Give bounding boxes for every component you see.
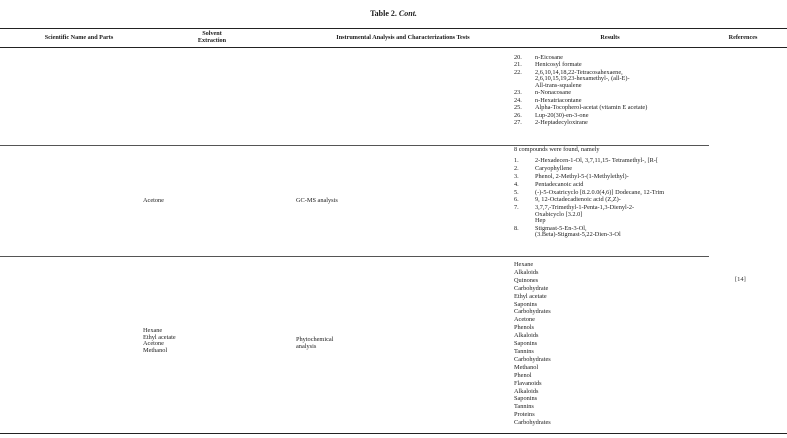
- phytochemical-results: [514, 261, 551, 427]
- solvent-list: [143, 328, 176, 354]
- list-item: [514, 174, 664, 180]
- phytochemical-item: Carbohydrate: [514, 284, 549, 292]
- item-text: [535, 113, 589, 119]
- item-text: [535, 98, 582, 104]
- item-number: 5.: [514, 188, 519, 196]
- row-divider-2: [0, 256, 709, 257]
- header-scientific-name: Scientific Name and Parts: [44, 34, 114, 41]
- item-text-line: Phenol, 2-Methyl-5-(1-Methylethyl)-: [535, 172, 629, 180]
- reference-citation[interactable]: [14]: [735, 276, 746, 283]
- list-item: [514, 182, 664, 188]
- item-text: [535, 158, 658, 164]
- item-text-line: 2-Hexadecen-1-Ol, 3,7,11,15- Tetramethyl-, [R-[: [535, 157, 659, 164]
- item-number: 21.: [514, 61, 522, 69]
- item-number: 26.: [514, 111, 522, 119]
- list-item: [514, 197, 664, 203]
- top-rule: [0, 28, 787, 29]
- list-item: [514, 62, 647, 68]
- item-text: [535, 105, 647, 111]
- item-number: 2.: [514, 164, 519, 172]
- item-text: [535, 55, 563, 61]
- phytochemical-item: Quinones: [514, 276, 539, 284]
- results-list-continued: [514, 55, 647, 127]
- item-number: 24.: [514, 96, 522, 104]
- item-text: [535, 90, 571, 96]
- phytochemical-item: Saponins: [514, 300, 538, 308]
- item-text-line: Oxabicyclo [3.2.0]: [535, 210, 583, 218]
- gcms-compound-list: [514, 158, 664, 240]
- item-text: [535, 182, 583, 188]
- list-item: [514, 226, 664, 239]
- phytochemical-item: Hexane: [514, 261, 534, 268]
- list-item: [514, 113, 647, 119]
- analysis-gcms: GC-MS analysis: [296, 197, 338, 204]
- phytochemical-item: Carbohydrates: [514, 355, 551, 363]
- phytochemical-item: Phenol: [514, 371, 532, 379]
- item-number: 4.: [514, 180, 519, 188]
- item-text-line: 2,6,10,15,19,23-hexamethyl-, (all-E)-: [535, 75, 630, 83]
- item-number: 27.: [514, 118, 522, 126]
- bottom-rule: [0, 433, 787, 434]
- item-text-line: Pentadecanoic acid: [535, 180, 584, 188]
- list-item: [514, 190, 664, 196]
- table-title-suffix: Cont.: [398, 9, 417, 18]
- item-number: 23.: [514, 89, 522, 97]
- list-item: [514, 166, 664, 172]
- list-item: [514, 158, 664, 164]
- list-item: [514, 70, 647, 89]
- item-text-line: Stigmast-5-En-3-Ol,: [535, 224, 587, 232]
- solvent-name: Methanol: [143, 346, 168, 354]
- item-text: [535, 120, 588, 126]
- phytochemical-item: Acetone: [514, 316, 535, 324]
- item-text: [535, 166, 572, 172]
- item-text-line: All-trans-squalene: [535, 81, 582, 89]
- item-text-line: n-Hexatriacontane: [535, 96, 582, 104]
- item-text-line: Alpha-Tocopherol-acetat (vitamin E acetate): [535, 104, 648, 112]
- solvent-name: Acetone: [143, 340, 164, 347]
- item-text: [535, 70, 630, 89]
- phytochemical-item: Phenols: [514, 324, 534, 332]
- item-number: 7.: [514, 204, 519, 212]
- phytochemical-item: Ethyl acetate: [514, 292, 547, 300]
- phytochemical-item: Alkaloids: [514, 387, 539, 395]
- phytochemical-item: Tannins: [514, 347, 534, 355]
- table-title-prefix: Table 2.: [370, 9, 397, 18]
- item-text-line: n-Nonacosane: [535, 89, 572, 97]
- item-text: [535, 62, 582, 68]
- item-number: 22.: [514, 68, 522, 76]
- item-text: [535, 190, 664, 196]
- item-number: 20.: [514, 54, 522, 61]
- phytochemical-item: Alkaloids: [514, 332, 539, 340]
- item-text-line: (3.Beta)-Stigmast-5,22-Dien-3-Ol: [535, 231, 621, 239]
- list-item: [514, 55, 647, 61]
- phytochemical-item: Saponins: [514, 340, 538, 348]
- analysis-phytochemical-line2: analysis: [296, 342, 317, 350]
- compounds-intro: 8 compounds were found, namely: [514, 146, 600, 153]
- header-solvent-line1: Solvent: [202, 30, 222, 37]
- header-solvent: [177, 30, 247, 44]
- item-number: 3.: [514, 172, 519, 180]
- item-text-line: Caryophyllene: [535, 164, 573, 172]
- item-text: [535, 226, 621, 239]
- table-title: [0, 9, 787, 18]
- solvent-acetone: Acetone: [143, 197, 164, 204]
- item-number: 6.: [514, 196, 519, 204]
- header-references: References: [728, 34, 758, 41]
- item-text: [535, 174, 629, 180]
- analysis-phytochemical: [296, 337, 333, 350]
- list-item: [514, 205, 664, 224]
- list-item: [514, 120, 647, 126]
- phytochemical-item: Flavanoids: [514, 379, 542, 387]
- item-text-line: Hep: [535, 216, 546, 224]
- row-divider-1: [0, 145, 709, 146]
- item-text-line: n-Eicosane: [535, 54, 563, 61]
- phytochemical-item: Methanol: [514, 363, 539, 371]
- item-text-line: Lup-20(30)-en-3-one: [535, 111, 589, 119]
- list-item: [514, 90, 647, 96]
- header-rule: [0, 47, 787, 48]
- phytochemical-item: Tannins: [514, 403, 534, 411]
- item-text-line: (-)-5-Oxatricyclo [8.2.0.0(4,6)] Dodecane, 12-Trim: [535, 188, 665, 196]
- list-item: [514, 98, 647, 104]
- phytochemical-item: Carbohydrates: [514, 308, 551, 316]
- solvent-name: Hexane: [143, 327, 163, 334]
- list-item: [514, 105, 647, 111]
- header-analysis: Instrumental Analysis and Characterizations Tests: [336, 34, 470, 41]
- header-solvent-line2: Extraction: [197, 37, 227, 44]
- solvent-name: Ethyl acetate: [143, 333, 176, 341]
- item-text-line: Henicosyl formate: [535, 61, 582, 69]
- item-text: [535, 205, 634, 224]
- item-number: 25.: [514, 104, 522, 112]
- phytochemical-item: Proteins: [514, 411, 535, 419]
- item-text-line: 2-Heptadecyloxirane: [535, 118, 588, 126]
- header-results: Results: [600, 34, 620, 41]
- phytochemical-item: Saponins: [514, 395, 538, 403]
- item-number: 8.: [514, 224, 519, 232]
- item-text-line: 9, 12-Octadecadienoic acid (Z,Z)-: [535, 196, 621, 204]
- item-number: 1.: [514, 157, 519, 164]
- phytochemical-item: Carbohydrates: [514, 419, 551, 427]
- item-text: [535, 197, 621, 203]
- analysis-phytochemical-line1: Phytochemical: [296, 336, 334, 343]
- item-text-line: 3,7,7,-Trimethyl-1-Penta-1,3-Dienyl-2-: [535, 204, 635, 212]
- item-text-line: 2,6,10,14,18,22-Tetracosahexaene,: [535, 68, 623, 76]
- phytochemical-item: Alkaloids: [514, 268, 539, 276]
